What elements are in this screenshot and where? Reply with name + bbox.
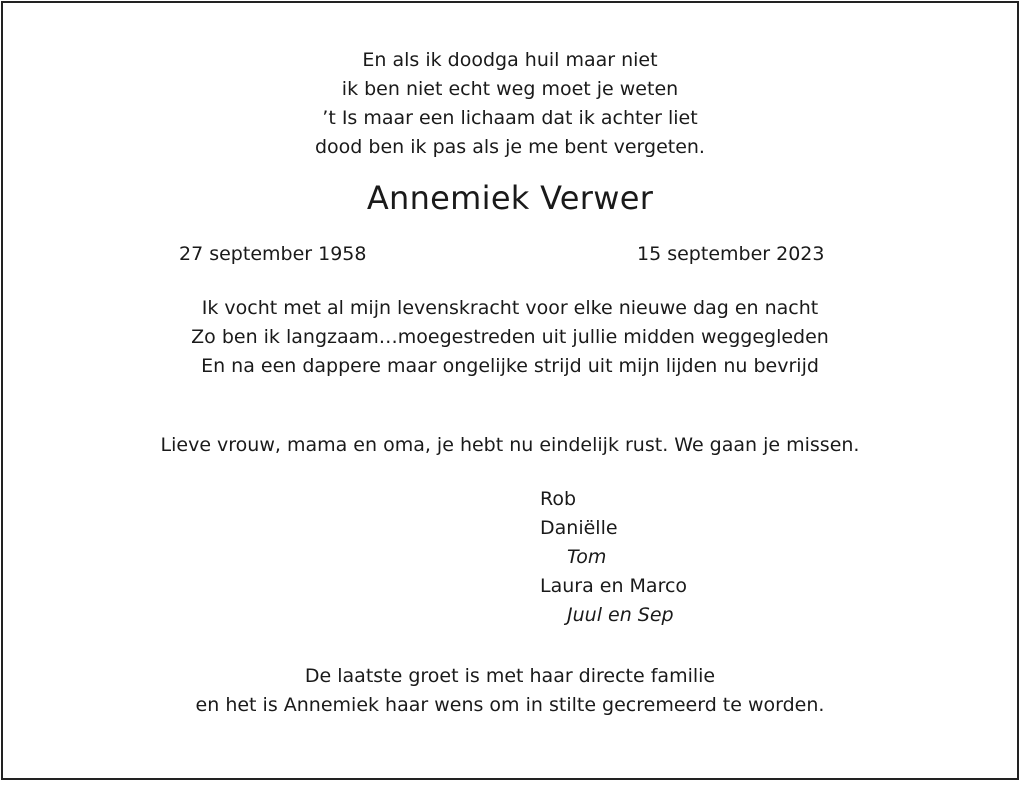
family-grandchild: Tom — [567, 546, 607, 568]
deceased-name: Annemiek Verwer — [366, 179, 654, 217]
verse-line-1: Ik vocht met al mijn levenskracht voor elke nieuwe dag en nacht — [201, 297, 819, 319]
closing-line-1: De laatste groet is met haar directe familie — [304, 665, 716, 687]
verse-line-3: En na een dappere maar ongelijke strijd uit mijn lijden nu bevrijd — [201, 355, 819, 377]
farewell-message: Lieve vrouw, mama en oma, je hebt nu eindelijk rust. We gaan je missen. — [160, 434, 860, 456]
verse-line-2: Zo ben ik langzaam…moegestreden uit jullie midden weggegleden — [191, 326, 829, 348]
closing-line-2: en het is Annemiek haar wens om in stilte gecremeerd te worden. — [195, 694, 825, 716]
poem-line-4: dood ben ik pas als je me bent vergeten. — [315, 136, 705, 158]
obituary-card — [1, 1, 1019, 780]
birth-date: 27 september 1958 — [179, 243, 367, 265]
poem-line-1: En als ik doodga huil maar niet — [362, 49, 658, 71]
family-member: Laura en Marco — [540, 575, 688, 597]
poem-line-2: ik ben niet echt weg moet je weten — [341, 78, 679, 100]
family-member: Daniëlle — [540, 517, 618, 539]
family-member: Rob — [540, 488, 577, 510]
death-date: 15 september 2023 — [637, 243, 825, 265]
poem-line-3: ’t Is maar een lichaam dat ik achter liet — [322, 107, 698, 129]
family-grandchild: Juul en Sep — [567, 604, 674, 626]
